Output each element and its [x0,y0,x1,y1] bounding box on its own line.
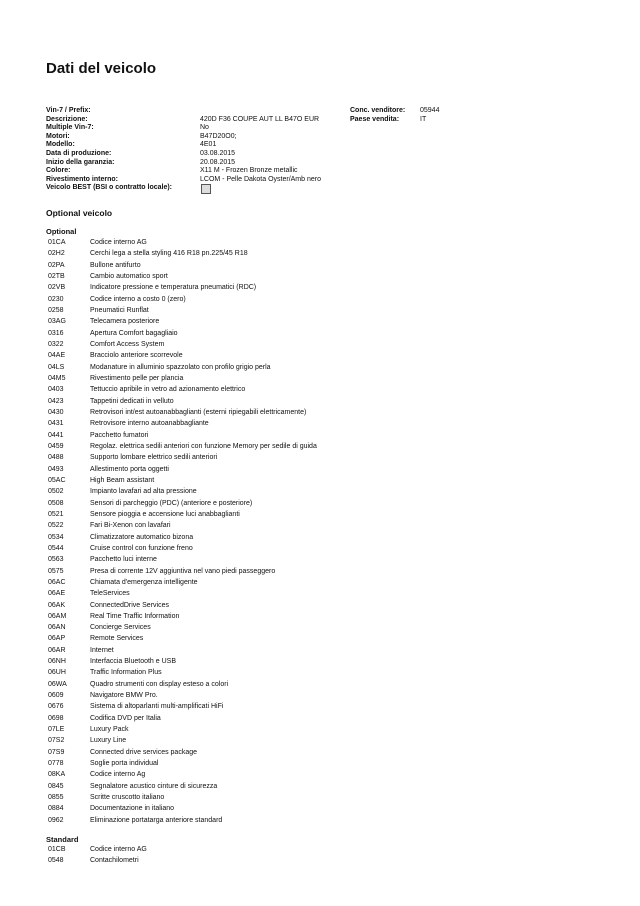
list-item [46,554,566,565]
info-value: IT [420,115,427,123]
list-item [46,713,566,724]
option-code: 0316 [48,329,64,337]
option-description: Pneumatici Runflat [90,306,149,314]
option-code: 05AC [48,476,66,484]
info-row-conc-venditore [350,107,550,116]
option-description: Concierge Services [90,624,151,632]
list-item [46,407,566,418]
info-row-data-produzione [46,150,566,159]
option-description: Codice interno Ag [90,771,146,779]
standard-header: Standard [46,835,79,844]
info-value: LCOM - Pelle Dakota Oyster/Amb nero [200,175,321,183]
option-description: Sensore pioggia e accensione luci anabbaglianti [90,510,240,518]
option-description: Climatizzatore automatico bizona [90,533,194,541]
list-item [46,430,566,441]
list-item [46,758,566,769]
option-description: Interfaccia Bluetooth e USB [90,658,176,666]
option-description: Scritte cruscotto italiano [90,794,165,802]
option-description: Quadro strumenti con display esteso a colori [90,680,229,688]
info-row-multiple-vin [46,124,566,133]
list-item [46,792,566,803]
list-item [46,475,566,486]
option-description: Luxury Pack [90,726,129,734]
info-label: Inizio della garanzia: [46,158,115,166]
option-code: 06AR [48,646,66,654]
option-description: Modanature in alluminio spazzolato con profilo grigio perla [90,363,271,371]
option-description: Rivestimento pelle per plancia [90,374,184,382]
info-row-inizio-garanzia [46,159,566,168]
option-description: Fari Bi-Xenon con lavafari [90,522,171,530]
info-value: X11 M - Frozen Bronze metallic [200,167,298,175]
option-description: Documentazione in italiano [90,805,175,813]
option-code: 0548 [48,856,64,864]
option-description: Telecamera posteriore [90,318,160,326]
option-code: 0563 [48,556,64,564]
info-value: 03.08.2015 [200,149,236,157]
list-item [46,577,566,588]
list-item [46,305,566,316]
option-description: Tappetini dedicati in velluto [90,397,174,405]
option-code: 0521 [48,510,64,518]
list-item [46,532,566,543]
list-item [46,509,566,520]
option-code: 0441 [48,431,64,439]
list-item [46,362,566,373]
option-code: 01CA [48,239,66,246]
list-item [46,724,566,735]
info-label: Motori: [46,132,70,140]
option-description: Cerchi lega a stella styling 416 R18 pn.225/45 R18 [90,250,248,258]
list-item [46,781,566,792]
info-value: 4E01 [200,141,217,149]
list-item [46,498,566,509]
option-description: ConnectedDrive Services [90,601,169,609]
option-description: Retrovisore interno autoanabbagliante [90,420,209,428]
option-code: 02H2 [48,250,65,258]
info-label: Descrizione: [46,115,88,123]
option-description: Codice interno AG [90,846,147,853]
info-value: 420D F36 COUPE AUT LL B47O EUR [200,115,320,123]
info-value: B47D20O0; [200,132,237,140]
option-description: Sistema di altoparlanti multi-amplificati HiFi [90,703,224,711]
option-description: Real Time Traffic Information [90,612,180,620]
list-item [46,803,566,814]
list-item [46,600,566,611]
info-value: No [200,124,209,132]
list-item [46,611,566,622]
list-item [46,316,566,327]
page-title: Dati del veicolo [46,60,157,77]
option-code: 0962 [48,816,64,824]
option-description: Cambio automatico sport [90,272,168,280]
option-code: 0884 [48,805,64,813]
info-label: Veicolo BEST (BSI o contratto locale): [46,184,173,192]
option-code: 02TB [48,272,65,280]
list-item [46,350,566,361]
info-label: Data di produzione: [46,149,112,157]
option-code: 0258 [48,306,64,314]
option-description: Traffic Information Plus [90,669,162,677]
list-item [46,701,566,712]
option-code: 0488 [48,454,64,462]
vehicle-info-right [350,107,550,124]
option-description: Regolaz. elettrica sedili anteriori con funzione Memory per sedile di guida [90,442,317,450]
list-item [46,679,566,690]
option-code: 02PA [48,261,65,269]
list-item [46,452,566,463]
list-item [46,520,566,531]
option-description: Internet [90,646,114,654]
list-item [46,815,566,826]
list-item [46,747,566,758]
info-label: Modello: [46,141,75,149]
list-item [46,418,566,429]
info-label: Rivestimento interno: [46,175,118,183]
section-title-optional: Optional veicolo [46,208,113,218]
info-value: 05944 [420,107,440,114]
list-item [46,282,566,293]
option-code: 06AC [48,578,66,586]
option-description: Connected drive services package [90,748,198,756]
option-code: 06AN [48,624,66,632]
list-item [46,464,566,475]
option-description: Remote Services [90,635,144,643]
option-code: 06AE [48,590,66,598]
optional-header: Optional [46,227,77,236]
option-description: Segnalatore acustico cinture di sicurezza [90,782,218,790]
info-label: Multiple Vin-7: [46,124,94,132]
option-code: 0431 [48,420,64,428]
info-row-veicolo-best [46,184,566,193]
option-code: 0534 [48,533,64,541]
option-description: Apertura Comfort bagagliaio [90,329,178,337]
option-description: TeleServices [90,590,130,598]
list-item [46,656,566,667]
list-item [46,271,566,282]
info-label: Conc. venditore: [350,107,406,114]
option-description: Cruise control con funzione freno [90,544,193,552]
list-item [46,260,566,271]
option-code: 04AE [48,352,66,360]
option-description: Navigatore BMW Pro. [90,692,158,700]
option-code: 0575 [48,567,64,575]
list-item [46,396,566,407]
info-row-modello [46,141,566,150]
option-code: 0459 [48,442,64,450]
list-item [46,622,566,633]
option-description: Impianto lavafari ad alta pressione [90,488,197,496]
option-description: Bracciolo anteriore scorrevole [90,352,183,360]
info-label: Vin-7 / Prefix: [46,107,91,114]
info-value: 20.08.2015 [200,158,236,166]
info-label: Paese vendita: [350,115,400,123]
option-code: 08KA [48,771,66,779]
option-description: Presa di corrente 12V aggiuntiva nel vano piedi passeggero [90,567,276,575]
list-item [46,735,566,746]
option-code: 0403 [48,386,64,394]
option-code: 06UH [48,669,66,677]
list-item [46,588,566,599]
list-item [46,339,566,350]
option-code: 03AG [48,318,66,326]
option-description: Comfort Access System [90,340,165,348]
option-code: 0522 [48,522,64,530]
info-row-paese-vendita [350,116,550,125]
option-description: Codifica DVD per Italia [90,714,161,722]
option-description: Sensori di parcheggio (PDC) (anteriore e posteriore) [90,499,253,507]
option-code: 06NH [48,658,66,666]
info-row-motori [46,133,566,142]
list-item [46,384,566,395]
option-code: 06AM [48,612,67,620]
info-row-rivestimento [46,176,566,185]
list-item [46,248,566,259]
option-code: 0855 [48,794,64,802]
list-item [46,543,566,554]
option-description: Pacchetto fumatori [90,431,149,439]
list-item [46,633,566,644]
list-item [46,328,566,339]
option-code: 0845 [48,782,64,790]
list-item [46,566,566,577]
option-description: Allestimento porta oggetti [90,465,169,473]
option-code: 0230 [48,295,64,303]
option-code: 0502 [48,488,64,496]
option-code: 0544 [48,544,64,552]
option-code: 0508 [48,499,64,507]
list-item [46,373,566,384]
optional-list [46,227,566,826]
option-code: 04LS [48,363,65,371]
option-code: 0778 [48,760,64,768]
option-description: High Beam assistant [90,476,155,484]
option-description: Luxury Line [90,737,127,745]
info-row-colore [46,167,566,176]
option-code: 0698 [48,714,64,722]
option-description: Tettuccio apribile in vetro ad azionamento elettrico [90,386,246,394]
option-description: Retrovisori int/est autoanabbaglianti (esterni ripiegabili elettricamente) [90,408,307,416]
best-checkbox[interactable] [201,184,211,194]
option-code: 07LE [48,726,65,734]
option-description: Indicatore pressione e temperatura pneumatici (RDC) [90,284,257,292]
option-code: 06WA [48,680,67,688]
option-code: 02VB [48,284,66,292]
list-item [46,856,566,867]
option-code: 01CB [48,846,66,853]
info-value [200,184,211,194]
option-code: 04M5 [48,374,66,382]
option-code: 0676 [48,703,64,711]
option-description: Contachilometri [90,856,139,864]
option-description: Codice interno a costo 0 (zero) [90,295,186,303]
list-item [46,237,566,248]
option-description: Supporto lombare elettrico sedili anteriori [90,454,218,462]
option-description: Soglie porta individual [90,760,159,768]
list-item [46,645,566,656]
list-item [46,486,566,497]
list-item [46,769,566,780]
standard-list [46,835,566,866]
list-item [46,690,566,701]
option-code: 0430 [48,408,64,416]
option-code: 0423 [48,397,64,405]
option-code: 0609 [48,692,64,700]
info-label: Colore: [46,167,71,175]
option-description: Eliminazione portatarga anteriore standard [90,816,223,824]
option-description: Bullone antifurto [90,261,141,269]
option-code: 06AK [48,601,66,609]
list-item [46,294,566,305]
option-description: Codice interno AG [90,239,147,246]
option-description: Chiamata d'emergenza intelligente [90,578,198,586]
option-code: 06AP [48,635,66,643]
list-item [46,845,566,856]
list-item [46,667,566,678]
option-code: 07S2 [48,737,65,745]
list-item [46,441,566,452]
option-code: 07S9 [48,748,65,756]
option-code: 0322 [48,340,64,348]
option-code: 0493 [48,465,64,473]
option-description: Pacchetto luci interne [90,556,157,564]
